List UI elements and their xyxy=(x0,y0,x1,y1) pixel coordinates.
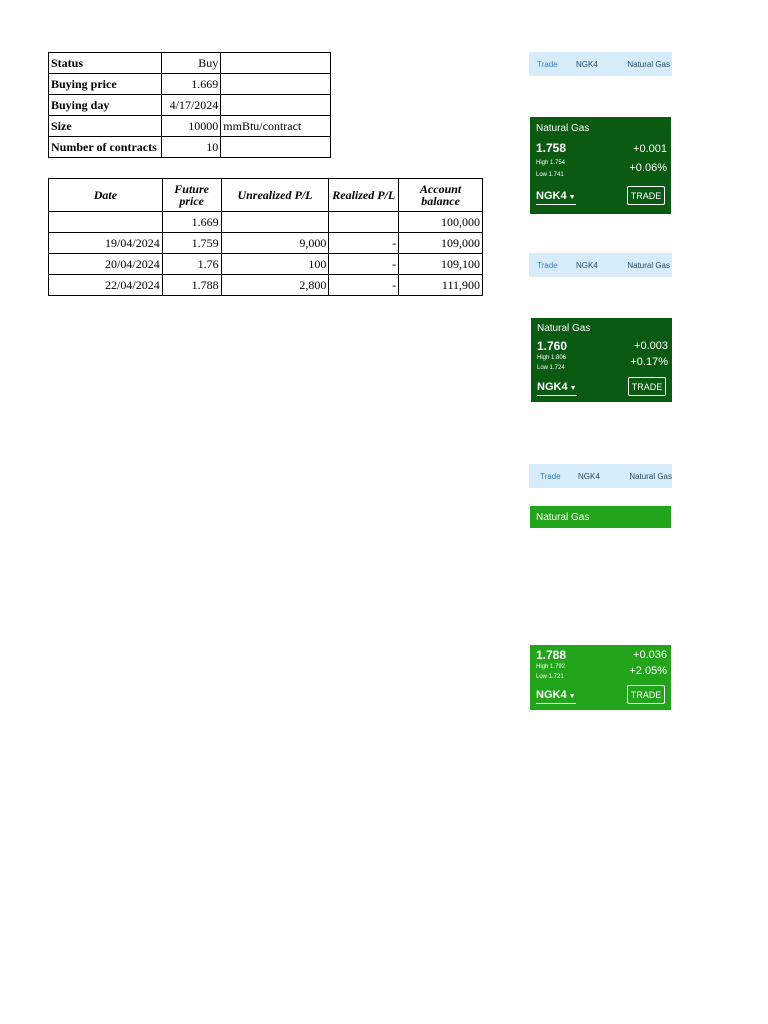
cell-unrealized-pl: 9,000 xyxy=(221,233,329,254)
size-label: Size xyxy=(49,116,162,137)
contracts-label: Number of contracts xyxy=(49,137,162,158)
quote-card xyxy=(530,117,671,214)
high-price: High 1.754 xyxy=(536,160,566,166)
header-row xyxy=(49,179,483,212)
header-date: Date xyxy=(49,179,163,212)
caret-down-icon: ▼ xyxy=(568,194,576,201)
cell-unrealized-pl: 2,800 xyxy=(221,275,329,296)
cell-realized-pl: - xyxy=(329,254,399,275)
table-row xyxy=(49,275,483,296)
buying-day-value: 4/17/2024 xyxy=(162,95,221,116)
cell-future-price: 1.669 xyxy=(162,212,221,233)
cell-account-balance: 111,900 xyxy=(399,275,483,296)
profit-loss-table xyxy=(48,178,483,296)
empty-cell xyxy=(221,95,331,116)
percent-change: +2.05% xyxy=(629,665,667,677)
size-unit: mmBtu/contract xyxy=(221,116,331,137)
cell-date: 19/04/2024 xyxy=(49,233,163,254)
cell-realized-pl xyxy=(329,212,399,233)
trade-bar xyxy=(529,253,672,277)
price-change: +0.036 xyxy=(633,649,667,661)
price-change: +0.001 xyxy=(633,143,667,155)
trade-button[interactable]: TRADE xyxy=(628,377,666,396)
contracts-value: 10 xyxy=(162,137,221,158)
cell-realized-pl: - xyxy=(329,275,399,296)
instrument-name: Natural Gas xyxy=(629,472,672,481)
buying-day-label: Buying day xyxy=(49,95,162,116)
instrument-name: Natural Gas xyxy=(627,60,670,69)
ticker-label: NGK4 xyxy=(536,689,567,701)
cell-unrealized-pl: 100 xyxy=(221,254,329,275)
instrument-name: Natural Gas xyxy=(627,261,670,270)
caret-down-icon: ▼ xyxy=(568,693,576,700)
quote-card xyxy=(531,318,672,402)
ticker-dropdown[interactable] xyxy=(536,190,576,205)
low-price: Low 1.721 xyxy=(536,674,564,680)
size-row xyxy=(49,116,331,137)
cell-account-balance: 109,100 xyxy=(399,254,483,275)
trade-link[interactable]: Trade xyxy=(537,261,558,270)
status-value: Buy xyxy=(162,53,221,74)
size-value: 10000 xyxy=(162,116,221,137)
cell-unrealized-pl xyxy=(221,212,329,233)
instrument-name: Natural Gas xyxy=(536,123,590,134)
last-price: 1.760 xyxy=(537,339,568,353)
percent-change: +0.06% xyxy=(629,162,667,174)
percent-change: +0.17% xyxy=(630,356,668,368)
symbol-label: NGK4 xyxy=(576,261,598,270)
buying-day-row xyxy=(49,95,331,116)
cell-date: 22/04/2024 xyxy=(49,275,163,296)
header-unrealized-pl: Unrealized P/L xyxy=(221,179,329,212)
instrument-name: Natural Gas xyxy=(536,512,590,523)
trade-button[interactable]: TRADE xyxy=(627,685,665,704)
header-account-balance: Account balance xyxy=(399,179,483,212)
high-price: High 1.806 xyxy=(537,355,567,361)
quote-card xyxy=(530,645,671,710)
symbol-label: NGK4 xyxy=(578,472,600,481)
buying-price-row xyxy=(49,74,331,95)
ticker-label: NGK4 xyxy=(537,381,568,393)
trade-link[interactable]: Trade xyxy=(537,60,558,69)
cell-account-balance: 100,000 xyxy=(399,212,483,233)
trade-bar xyxy=(529,464,672,488)
symbol-label: NGK4 xyxy=(576,60,598,69)
cell-future-price: 1.759 xyxy=(162,233,221,254)
buying-price-value: 1.669 xyxy=(162,74,221,95)
status-label: Status xyxy=(49,53,162,74)
price-change: +0.003 xyxy=(634,340,668,352)
ticker-label: NGK4 xyxy=(536,190,567,202)
ticker-dropdown[interactable] xyxy=(536,689,576,704)
table-row xyxy=(49,212,483,233)
position-summary-table xyxy=(48,52,331,158)
table-row xyxy=(49,233,483,254)
cell-date xyxy=(49,212,163,233)
buying-price-label: Buying price xyxy=(49,74,162,95)
contracts-row xyxy=(49,137,331,158)
empty-cell xyxy=(221,53,331,74)
ticker-dropdown[interactable] xyxy=(537,381,577,396)
empty-cell xyxy=(221,137,331,158)
high-price: High 1.792 xyxy=(536,664,566,670)
last-price: 1.758 xyxy=(536,141,567,155)
trade-link[interactable]: Trade xyxy=(540,472,561,481)
header-future-price: Future price xyxy=(162,179,221,212)
cell-future-price: 1.76 xyxy=(162,254,221,275)
instrument-name: Natural Gas xyxy=(537,323,591,334)
header-realized-pl: Realized P/L xyxy=(329,179,399,212)
empty-cell xyxy=(221,74,331,95)
cell-account-balance: 109,000 xyxy=(399,233,483,254)
status-row xyxy=(49,53,331,74)
trade-bar xyxy=(529,52,672,76)
last-price: 1.788 xyxy=(536,648,567,662)
quote-card-header xyxy=(530,506,671,528)
cell-realized-pl: - xyxy=(329,233,399,254)
low-price: Low 1.724 xyxy=(537,365,565,371)
low-price: Low 1.741 xyxy=(536,172,564,178)
cell-date: 20/04/2024 xyxy=(49,254,163,275)
trade-button[interactable]: TRADE xyxy=(627,186,665,205)
table-row xyxy=(49,254,483,275)
caret-down-icon: ▼ xyxy=(569,385,577,392)
cell-future-price: 1.788 xyxy=(162,275,221,296)
